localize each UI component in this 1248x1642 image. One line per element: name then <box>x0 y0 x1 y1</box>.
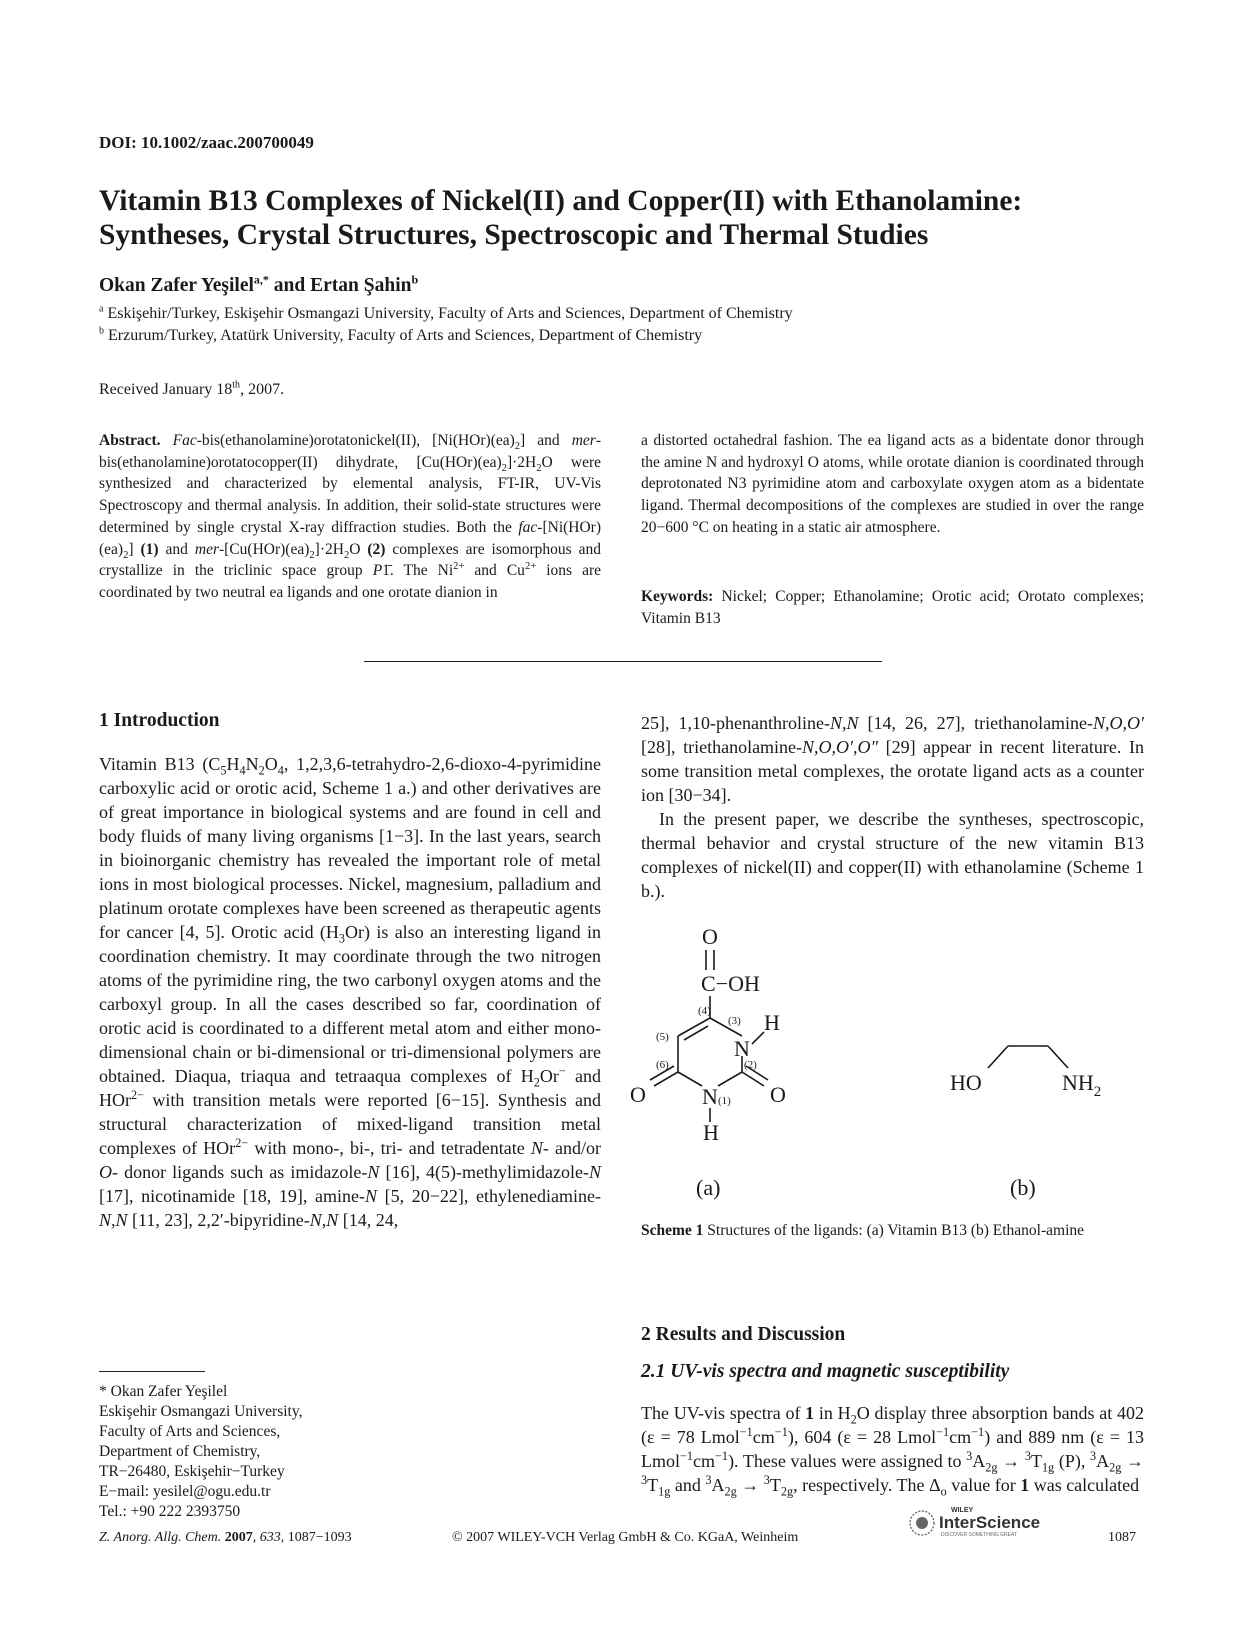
author-1: Okan Zafer Yeşilel <box>99 275 254 296</box>
carboxyl-c-oh-label: C−OH <box>701 971 760 996</box>
title-line-1: Vitamin B13 Complexes of Nickel(II) and Copper(II) with Ethanolamine: <box>99 185 1023 217</box>
journal-volume: , 633 <box>252 1530 281 1545</box>
page-number: 1087 <box>1108 1530 1136 1545</box>
corresponding-author-footnote <box>99 1382 302 1522</box>
scheme-1-ligand-structures <box>630 920 1160 1200</box>
logo-interscience: InterScience <box>939 1513 1041 1532</box>
affiliation-a-mark: a <box>99 303 104 315</box>
abstract-divider <box>364 661 882 662</box>
journal-pages: , 1087−1093 <box>280 1530 352 1545</box>
journal-citation <box>99 1530 352 1546</box>
position-6: (6) <box>656 1059 669 1071</box>
affiliation-b <box>99 327 702 345</box>
received-post: , 2007. <box>240 381 285 398</box>
affiliation-a <box>99 305 793 323</box>
abstract-label: Abstract. <box>99 432 161 449</box>
scheme-caption-label: Scheme 1 <box>641 1222 704 1239</box>
section-2-1-heading: 2.1 UV-vis spectra and magnetic susceptibility <box>641 1361 1010 1382</box>
position-3: (3) <box>728 1015 741 1027</box>
footnote-divider <box>99 1371 205 1372</box>
introduction-body-continued: 25], 1,10-phenanthroline-N,N [14, 26, 27], triethanolamine-N,O,O′ [28], triethanolamine-N,O,O′,O″ [29] appear in recent literature. In some transition metal complexes, the orotate ligand acts as a counter ion [30−34]. In the present paper, we describe the syntheses, spectroscopic, thermal behavior and crystal structure of the new vitamin B13 complexes of nickel(II) and copper(II) with ethanolamine (Scheme 1 b.). <box>641 713 1144 901</box>
ring-bond-n1-c2 <box>718 1072 742 1086</box>
wiley-interscience-logo <box>907 1504 1077 1538</box>
ring-bond-c4-c5-double <box>684 1026 708 1040</box>
position-5: (5) <box>656 1031 669 1043</box>
scheme-label-a: (a) <box>696 1175 721 1200</box>
footnote-line-4: Department of Chemistry, <box>99 1443 261 1460</box>
position-4: (4) <box>698 1005 711 1017</box>
logo-wiley: WILEY <box>951 1507 974 1514</box>
abstract-right: a distorted octahedral fashion. The ea ligand acts as a bidentate donor through the amine N and hydroxyl O atoms, while orotate dianion is coordinated through deprotonated N3 pyrimidine atom and carboxylate oxygen atom as a bidentate ligand. Thermal decompositions of the complexes are studied in over the range 20−600 °C on heating in a static air atmosphere. <box>641 432 1144 536</box>
logo-globe-core <box>916 1517 928 1529</box>
scheme-caption <box>641 1220 1144 1242</box>
section-1-heading: 1 Introduction <box>99 710 220 731</box>
uv-vis-body: The UV-vis spectra of 1 in $H_2O$ display three absorption bands at 402 (ε = 78 $Lmol^{-1}cm^{-1}$), 604 (ε = 28 $Lmol^{-1}cm^{-1}$) and 889 nm (ε = 13 $Lmol^{-1}cm^{-1}$). These values were assigned to $^3A_{2g} \to ^3T_{1g}$ (P), $^3A_{2g} \to ^3T_{1g}$ and $^3A_{2g} \to ^3T_{2g}$, respectively. The $\Delta_o$ value for 1 was calculated <box>641 1403 1145 1499</box>
title-line-2: Syntheses, Crystal Structures, Spectroscopic and Thermal Studies <box>99 219 929 251</box>
ring-nitrogen-n1: N <box>702 1084 718 1109</box>
ea-bond-o-c <box>988 1046 1008 1068</box>
scheme-label-b: (b) <box>1010 1175 1036 1200</box>
authors <box>99 272 419 297</box>
footnote-line-3: Faculty of Arts and Sciences, <box>99 1423 281 1440</box>
doi: DOI: 10.1002/zaac.200700049 <box>99 133 314 152</box>
scheme-caption-text: Structures of the ligands: (a) Vitamin B13 (b) Ethanol-amine <box>703 1222 1085 1239</box>
position-1: (1) <box>718 1095 731 1107</box>
affiliation-a-text: Eskişehir/Turkey, Eskişehir Osmangazi University, Faculty of Arts and Sciences, Department of Chemistry <box>103 305 793 322</box>
ea-amine-nh: NH <box>1062 1070 1094 1095</box>
received-date <box>99 381 284 399</box>
n3-h-bond <box>752 1032 764 1044</box>
introduction-body: Vitamin B13 ($C_5H_4N_2O_4$, 1,2,3,6-tetrahydro-2,6-dioxo-4-pyrimidine carboxylic acid or orotic acid, Scheme 1 a.) and other derivatives are of great importance in biological systems and are found in cell and body fluids of many living organisms [1−3]. In the last years, search in bioinorganic chemistry has revealed the important role of metal ions in most biological processes. Nickel, magnesium, palladium and platinum orotate complexes have been screened as therapeutic agents for cancer [4, 5]. Orotic acid $(H_3Or)$ is also an interesting ligand in coordination chemistry. It may coordinate through the two nitrogen atoms of the pyrimidine ring, the two carbonyl oxygen atoms and the carboxyl group. In all the cases described so far, coordination of orotic acid is coordinated to a different metal atom and either mono-dimensional chain or bi-dimensional or tri-dimensional polymers are obtained. Diaqua, triaqua and tetraaqua complexes of $H_2Or^-$ and HOr$^{2-}$ with transition metals were reported [6−15]. Synthesis and structural characterization of mixed-ligand transition metal complexes of HOr$^{2-}$ with mono-, bi-, tri- and tetradentate N- and/or O- donor ligands such as imidazole-N [16], 4(5)-methylimidazole-N [17], nicotinamide [18, 19], amine-N [5, 20−22], ethylenediamine-N,N [11, 23], 2,2′-bipyridine-N,N [14, 24, <box>99 754 602 1230</box>
received-pre: Received January 18 <box>99 381 233 398</box>
c6-carbonyl-bond <box>654 1072 678 1086</box>
ea-amine-subscript: 2 <box>1093 1084 1102 1100</box>
footnote-line-2: Eskişehir Osmangazi University, <box>99 1403 303 1420</box>
footnote-line-1: * Okan Zafer Yeşilel <box>99 1383 228 1400</box>
affiliation-b-mark: b <box>99 325 104 337</box>
ring-bond-c6-n1 <box>678 1072 702 1086</box>
journal-year: 2007 <box>221 1530 253 1545</box>
ring-nitrogen-n3: N <box>734 1036 750 1061</box>
footnote-phone: Tel.: +90 222 2393750 <box>99 1503 241 1520</box>
journal-name: Z. Anorg. Allg. Chem. <box>99 1530 222 1545</box>
author-connector: and <box>268 275 311 296</box>
author-1-mark: a,* <box>253 272 269 287</box>
n3-hydrogen: H <box>764 1010 780 1035</box>
received-sup: th <box>232 379 241 391</box>
position-2: (2) <box>744 1059 757 1071</box>
copyright: © 2007 WILEY-VCH Verlag GmbH & Co. KGaA, Weinheim <box>452 1530 799 1545</box>
keywords <box>641 586 1144 629</box>
author-2: Ertan Şahin <box>310 275 412 296</box>
section-2-heading: 2 Results and Discussion <box>641 1324 846 1345</box>
logo-tagline: DISCOVER SOMETHING GREAT <box>941 1532 1018 1538</box>
ea-amine <box>1062 1070 1101 1100</box>
ea-hydroxyl: HO <box>950 1070 982 1095</box>
abstract-left: Abstract. Fac-bis(ethanolamine)orotatonickel(II), $[Ni(HOr)(ea)_2]$ and mer-bis(ethanolamine)orotatocopper(II) dihydrate, $[Cu(HOr)(ea)_2]\cdot 2H_2O$ were synthesized and characterized by elemental analysis, FT-IR, UV-Vis Spectroscopy and thermal analysis. In addition, their solid-state structures were determined by single crystal X-ray diffraction studies. Both the fac-$[Ni(HOr)(ea)_2]$ (1) and mer-$[Cu(HOr)(ea)_2]\cdot 2H_2O$ (2) complexes are isomorphous and crystallize in the triclinic space group P1̄. The $Ni^{2+}$ and $Cu^{2+}$ ions are coordinated by two neutral ea ligands and one orotate dianion in <box>99 432 602 601</box>
footnote-email: E−mail: yesilel@ogu.edu.tr <box>99 1483 271 1500</box>
keywords-text: Nickel; Copper; Ethanolamine; Orotic acid; Orotato complexes; Vitamin B13 <box>641 588 1144 627</box>
author-2-mark: b <box>411 272 419 287</box>
carboxyl-oxygen-label: O <box>702 924 718 949</box>
ea-bond-c-n <box>1048 1046 1068 1068</box>
c2-carbonyl-bond <box>742 1072 764 1086</box>
n1-hydrogen: H <box>703 1120 719 1145</box>
keywords-label: Keywords: <box>641 588 714 605</box>
c6-oxygen: O <box>630 1082 646 1107</box>
paper-title <box>99 184 1159 252</box>
affiliation-b-text: Erzurum/Turkey, Atatürk University, Faculty of Arts and Sciences, Department of Chemistry <box>104 327 703 344</box>
footnote-line-5: TR−26480, Eskişehir−Turkey <box>99 1463 285 1480</box>
c2-oxygen: O <box>770 1082 786 1107</box>
